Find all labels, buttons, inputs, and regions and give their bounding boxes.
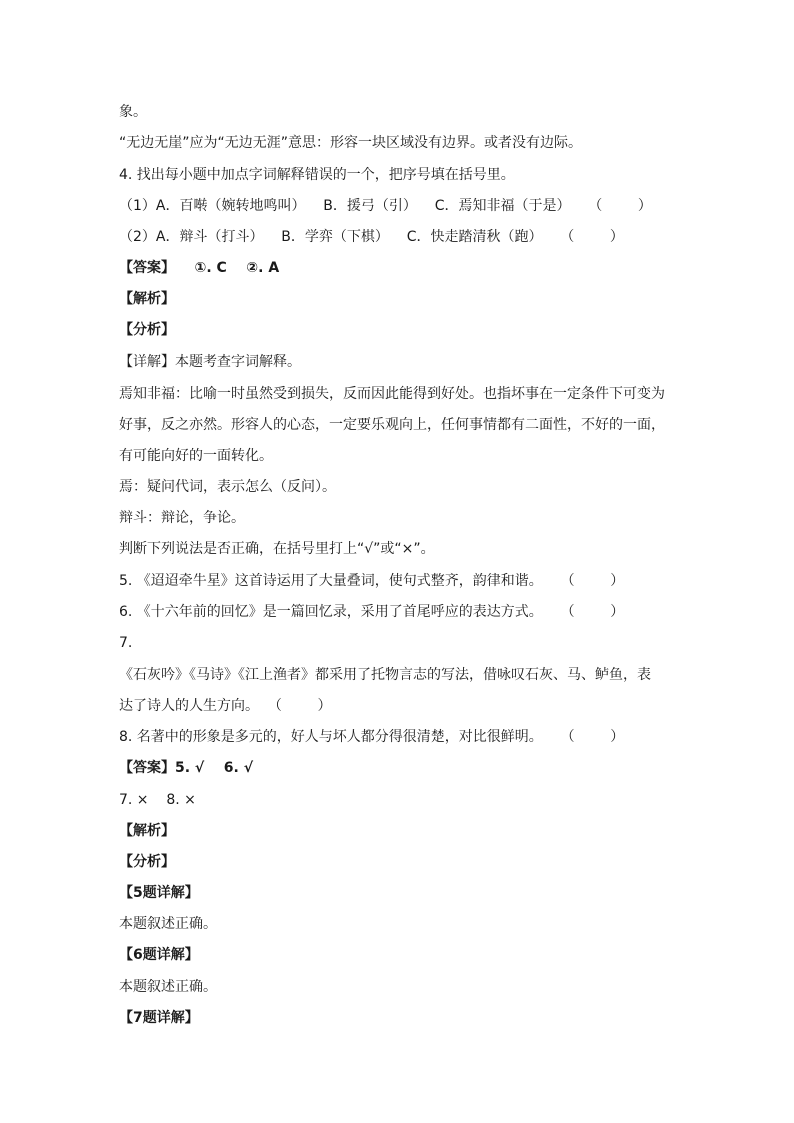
text-line: 焉知非福：比喻一时虽然受到损失，反而因此能得到好处。也指坏事在一定条件下可变为	[119, 386, 665, 402]
detail-heading-7: 【7题详解】	[119, 1010, 199, 1026]
analysis-heading: 【解析】	[119, 291, 175, 307]
text-line: 焉：疑问代词，表示怎么（反问）。	[119, 479, 336, 495]
text-line: 好事，反之亦然。形容人的心态，一定要乐观向上，任何事情都有二面性，不好的一面，	[119, 417, 665, 433]
question-4-item-2: （2）A．辩斗（打斗） B．学弈（下棋） C．快走踏清秋（跑） （ ）	[119, 229, 624, 245]
text-line: 象。	[119, 104, 147, 120]
fenxi-heading: 【分析】	[119, 322, 175, 338]
question-7: 《石灰吟》《马诗》《江上渔者》都采用了托物言志的写法，借咏叹石灰、马、鲈鱼，表	[119, 667, 651, 683]
text-line: 本题叙述正确。	[119, 916, 217, 932]
question-4-item-1: （1）A．百啭（婉转地鸣叫） B．援弓（引） C．焉知非福（于是） （ ）	[119, 198, 652, 214]
text-line: 有可能向好的一面转化。	[119, 448, 273, 464]
detail-heading-5: 【5题详解】	[119, 885, 199, 901]
analysis-heading: 【解析】	[119, 823, 175, 839]
question-6: 6. 《十六年前的回忆》是一篇回忆录，采用了首尾呼应的表达方式。 （ ）	[119, 604, 625, 620]
question-5: 5. 《迢迢牵牛星》这首诗运用了大量叠词，使句式整齐，韵律和谐。 （ ）	[119, 573, 625, 589]
detail-line: 【详解】本题考查字词解释。	[119, 354, 301, 370]
question-8: 8. 名著中的形象是多元的，好人与坏人都分得很清楚，对比很鲜明。 （ ）	[119, 729, 625, 745]
instruction-line: 判断下列说法是否正确，在括号里打上“√”或“×”。	[119, 541, 435, 557]
answer-line: 7. × 8. ×	[119, 792, 196, 808]
fenxi-heading: 【分析】	[119, 854, 175, 870]
question-7-cont: 达了诗人的人生方向。 （ ）	[119, 698, 332, 714]
text-line: “无边无崖”应为“无边无涯”意思：形容一块区域没有边界。或者没有边际。	[119, 135, 583, 151]
text-line: 辩斗：辩论，争论。	[119, 510, 245, 526]
question-7-number: 7.	[119, 635, 133, 651]
text-line: 本题叙述正确。	[119, 979, 217, 995]
answer-label: 【答案】5. √ 6. √	[119, 760, 254, 776]
question-4: 4. 找出每小题中加点字词解释错误的一个，把序号填在括号里。	[119, 167, 515, 183]
answer-label: 【答案】 ①. C ②. A	[119, 260, 280, 276]
detail-heading-6: 【6题详解】	[119, 947, 199, 963]
